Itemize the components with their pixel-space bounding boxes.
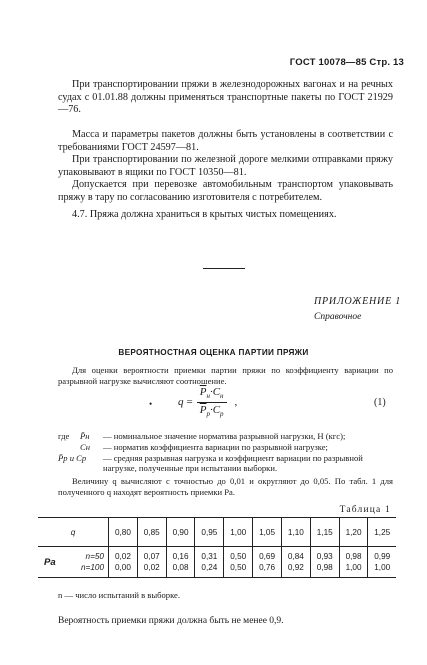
table-header-row: [38, 518, 396, 547]
q-value: 1,25: [368, 518, 396, 547]
q-value: 1,10: [281, 518, 310, 547]
table-cell: 0,02 0,00: [109, 547, 138, 578]
calculation-paragraph: Величину q вычисляют с точностью до 0,01 и округляют до 0,05. По табл. 1 для полученного q находят вероятность приемки Pа.: [58, 476, 393, 497]
table-cell: 0,07 0,02: [137, 547, 166, 578]
formula-equals: =: [186, 396, 193, 408]
definition-row: [58, 431, 393, 442]
table-cell: 0,69 0,76: [253, 547, 282, 578]
paragraph-auto-transport: Допускается при перевозке автомобильным транспортом упаковывать пряжу в тару по согласованию изготовителя с потребителем.: [58, 179, 393, 203]
definition-row: [58, 442, 393, 453]
definition-symbol: P̄р и Cр: [58, 452, 87, 463]
definition-symbol: P̄н: [80, 431, 90, 441]
definition-text: — норматив коэффициента вариации по разрывной нагрузке;: [103, 441, 328, 452]
appendix-title: ПРИЛОЖЕНИЕ 1: [314, 296, 402, 307]
q-value: 0,85: [137, 518, 166, 547]
table-cell: 0,84 0,92: [281, 547, 310, 578]
paragraph-packet-mass: Масса и параметры пакетов должны быть установлены в соответствии с требованиями ГОСТ 24597—81.: [58, 129, 393, 153]
formula-comma: ,: [234, 396, 238, 408]
row-symbol: Pа: [38, 547, 62, 578]
definitions: [58, 431, 393, 474]
paragraph-storage: 4.7. Пряжа должна храниться в крытых чистых помещениях.: [72, 209, 337, 220]
q-header: q: [38, 518, 109, 547]
table-cell: 0,31 0,24: [195, 547, 224, 578]
formula-lhs: q: [178, 396, 184, 408]
probability-table: [38, 517, 396, 578]
table-cell: 0,98 1,00: [339, 547, 368, 578]
q-value: 1,00: [224, 518, 253, 547]
formula-denominator: $\overline{P}_р\cdot C_р$: [199, 403, 224, 418]
definition-text: — средняя разрывная нагрузка и коэффициент вариации по разрывной нагрузке, полученные при испытании выборки.: [103, 452, 363, 474]
q-value: 1,05: [253, 518, 282, 547]
q-value: 0,90: [166, 518, 195, 547]
section-title: ВЕРОЯТНОСТНАЯ ОЦЕНКА ПАРТИИ ПРЯЖИ: [118, 348, 309, 357]
table-cell: 0,93 0,98: [310, 547, 339, 578]
formula-fraction: [197, 386, 227, 417]
table-label: Таблица 1: [339, 505, 391, 515]
bullet-mark: •: [149, 399, 153, 409]
table-footnote: n — число испытаний в выборке.: [58, 590, 180, 600]
table-row: [38, 547, 396, 578]
q-value: 0,95: [195, 518, 224, 547]
formula-number: (1): [374, 397, 386, 408]
definition-symbol: Cн: [80, 441, 90, 452]
q-value: 1,15: [310, 518, 339, 547]
where-label: где: [58, 431, 70, 441]
q-value: 1,20: [339, 518, 368, 547]
table-cell: 0,50 0,50: [224, 547, 253, 578]
table-cell: 0,16 0,08: [166, 547, 195, 578]
section-divider: [203, 268, 245, 269]
n-labels: n=50 n=100: [62, 547, 109, 578]
definition-row: [58, 453, 393, 475]
paragraph-transport-packets: При транспортировании пряжи в железнодорожных вагонах и на речных судах с 01.01.88 должны применяться транспортные пакеты по ГОСТ 21929—76.: [58, 79, 393, 116]
formula-numerator: $\overline{P}_н\cdot C_н$: [197, 386, 227, 402]
formula: [178, 382, 237, 422]
page-header: ГОСТ 10078—85 Стр. 13: [289, 57, 404, 68]
paragraph-rail-boxes: При транспортировании по железной дороге мелкими отправками пряжу упаковывают в ящики по ГОСТ 10350—81.: [58, 154, 393, 178]
q-value: 0,80: [109, 518, 138, 547]
appendix-subtitle: Справочное: [314, 312, 362, 322]
table-cell: 0,99 1,00: [368, 547, 396, 578]
final-statement: Вероятность приемки пряжи должна быть не менее 0,9.: [58, 616, 284, 626]
definition-text: — номинальное значение норматива разрывной нагрузки, Н (кгс);: [103, 431, 346, 441]
intro-paragraph: Для оценки вероятности приемки партии пряжи по коэффициенту вариации по разрывной нагрузке вычисляют соотношение.: [58, 365, 393, 386]
